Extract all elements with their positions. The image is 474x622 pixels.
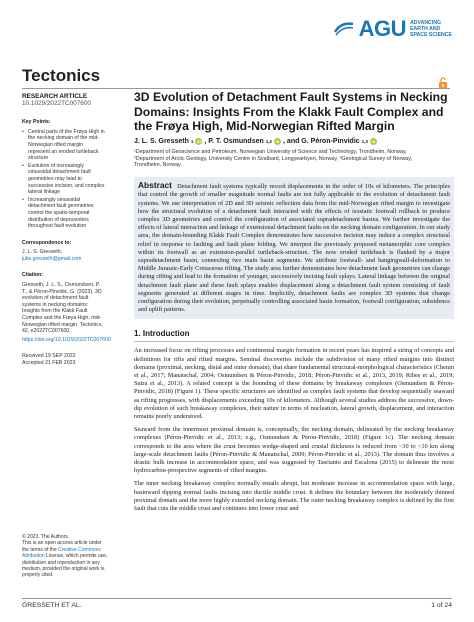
section-divider	[134, 341, 454, 342]
section-heading-introduction: 1. Introduction	[134, 329, 190, 339]
article-type: RESEARCH ARTICLE	[22, 93, 88, 100]
affiliation-line: ¹Department of Geoscience and Petroleum, Norwegian University of Science and Technology, Trondheim, Norway,	[134, 148, 407, 155]
abstract-box	[134, 177, 454, 319]
agu-logo	[333, 16, 452, 42]
header-divider	[22, 88, 450, 89]
author-list	[134, 138, 454, 145]
correspondence-email-link[interactable]: julie.gresseth@gmail.com	[22, 255, 82, 262]
author-affiliation-sup: 1,2	[265, 138, 273, 144]
page-number: 1 of 24	[431, 602, 452, 609]
agu-tagline-line: ADVANCING	[410, 20, 442, 26]
footer-divider	[22, 598, 452, 599]
article-main	[134, 90, 454, 513]
article-doi[interactable]: 10.1029/2022TC007600	[22, 99, 91, 107]
key-point: • Increasingly sinusoidal detachment fault geometries control the spatio-temporal distribution of depocenters throughout fault evolution	[22, 197, 106, 230]
citation-text: Gresseth, J. L. S., Osmundsen, P. T., & Péron-Pinvidic, G. (2023). 3D evolution of detachment fault systems in necking domains: Insights from the Klakk Fault Complex and the Frøya High, mid-Norwegian rifted margin. Tectonics, 42, e2022TC007600.	[22, 282, 103, 335]
key-points-heading: Key Points:	[22, 119, 51, 126]
affiliation-line: Trondheim, Norway	[134, 162, 181, 169]
body-paragraph: An increased focus on rifting processes and continental margin formation in recent years has inspired a string of concepts and definitions for rifts and rifted margins. Seminal discoveries include the subdivision of many rifted margins into distinct domains (proximal, necking, distal and outer domain), that share fundamental structural-morphological characteristics (Chenin et al., 2017; Manatschal, 2004; Osmundsen & Péron-Pinvidic, 2018; Péron-Pinvidic et al., 2013, 2019; Ribes et al., 2019; Sutra et al., 2013). A related concept is the bounding of these domains by breakaway complexes (Osmundsen & Péron-Pinvidic, 2018) (Figure 1). These specific structures are identified as complex fault systems that develop sequentially seaward as rifting progresses, with displacements exceeding 10s of kilometers. Although several studies address the successive, down-dip evolution of such breakaway complexes, their nature in terms of nucleation, lateral growth, displacement, and interaction remains poorly understood.	[134, 347, 454, 421]
agu-globe-icon	[333, 20, 355, 38]
agu-tagline-line: SPACE SCIENCE	[410, 32, 452, 38]
article-title: 3D Evolution of Detachment Fault Systems in Necking Domains: Insights From the Klakk Fault Complex and the Frøya High, Mid-Norwegian Rifted Margin	[134, 90, 448, 134]
key-point: • Evolution of increasingly sinusoidal detachment fault geometries may lead to successive incision, and complex lateral linkage	[22, 163, 106, 196]
agu-tagline-line: EARTH AND	[410, 26, 441, 32]
license-link[interactable]: Creative Commons Attribution	[22, 546, 101, 560]
article-sidebar	[22, 93, 111, 367]
copyright-text: License, which permits use, distribution and reproduction in any medium, provided the original work is properly cited.	[22, 553, 108, 579]
journal-name: Tectonics	[22, 66, 101, 85]
accepted-date: Accepted 21 FEB 2023	[22, 360, 76, 366]
author-affiliation-sup: 1,3	[361, 138, 368, 144]
author-affiliation-sup: 1	[190, 138, 194, 144]
key-points-list	[22, 129, 106, 230]
abstract-heading: Abstract	[138, 180, 172, 191]
affiliation-line: ²Department of Arctic Geology, University Centre in Svalbard, Longyearbyen, Norway, ³Geological Survey of Norway,	[134, 155, 413, 162]
correspondence-name: J. L. S. Gresseth,	[22, 249, 63, 256]
orcid-icon[interactable]: iD	[371, 138, 376, 144]
abstract-text: Detachment fault systems typically record displacements in the order of 10s of kilometers. The principles that control the growth of smaller magnitude normal faults are not fully applicable to the evolution of detachment fault systems. We use interpretation of 2D and 3D seismic reflection data from the mid-Norwegian rifted margin to investigate how the structural evolution of a detachment fault interacted with the effects of isostatic footwall rollback to produce complex 3D geometries and control the configuration of associated supradetachment basins. We further investigate the effects of lateral interaction and linkage of extensional detachment faults on the necking domain configuration. In our study area, the domain-bounding Klakk Fault Complex demonstrates how successive incision may induce a complex structural relief in response to faulting and fault plane folding. We interpret the previously proposed metamorphic core complex within its footwall as an extension-parallel turtleback-structure. The now eroded turtleback is flanked by a major supradetachment basin, connecting two main basin segments. We attribute footwall- and hangingwall-deformation to Middle Jurassic-Early Cretaceous rifting. The study area further demonstrates how detachment fault geometries can change during rifting and lead to the formation of younger, successively incising fault splays. Lateral linkage between the original detachment fault plane and these fault splays enables displacement along a detachment fault system consisting of fault segments generated at different stages in time. Implicitly, detachment faults are complex 3D systems that change configuration during their evolution, perpetually controlling associated basin formation, footwall configuration, subsidence and uplift patterns.	[138, 183, 450, 314]
affiliations	[134, 149, 454, 169]
copyright-text: This is an open access article under the terms of the	[22, 540, 102, 553]
agu-tagline	[410, 20, 452, 38]
key-point: • Central parts of the Frøya High in the necking domain of the mid-Norwegian rifted margin represent an eroded turtleback structure	[22, 129, 106, 162]
orcid-icon[interactable]: iD	[196, 138, 201, 144]
author-name[interactable]: , and G. Péron-Pinvidic	[283, 137, 360, 145]
citation-heading: Citation:	[22, 272, 44, 279]
correspondence-heading: Correspondence to:	[22, 239, 72, 246]
copyright-notice	[22, 534, 108, 579]
copyright-line: © 2023. The Authors.	[22, 534, 70, 540]
author-name[interactable]: J. L. S. Gresseth	[134, 137, 189, 145]
orcid-icon[interactable]: iD	[275, 138, 280, 144]
received-date: Received 19 SEP 2022	[22, 353, 76, 360]
body-paragraph: Seaward from the innermost proximal domain is, conceptually, the necking domain, delineated by the necking breakaway complexes (Péron-Pinvidic et al., 2013; e.g., Osmundsen & Péron-Pinvidic, 2018) (Figure 1c). The necking domain corresponds to the area where the crust becomes wedge-shaped and crustal thickness is reduced from ~30 to <10 km along large-scale detachment faults (Péron-Pinvidic & Manatschal, 2009; Péron-Pinvidic et al., 2013). The domain thus involves a drastic bulk increase in accommodation space, and was suggested by Tasrianto and Escalona (2015) to delineate the most hydrocarbon-prospective segments of rifted margins.	[134, 426, 454, 475]
citation-doi-link[interactable]: https://doi.org/10.1029/2022TC007600	[22, 336, 111, 343]
footer-running-head: GRESSETH ET AL.	[22, 602, 82, 609]
body-paragraph: The inner necking breakaway complex normally entails abrupt, but moderate increase in accommodation space with large, basinward dipping normal faults incising into ductile middle crust. It defines the boundary between the moderately thinned proximal domain and the more highly extended necking domain. The outer necking breakaway complex is defined by the first fault that cuts the middle crust and continues into lower crust and	[134, 480, 454, 513]
agu-brand-text: AGU	[358, 16, 406, 41]
author-name[interactable]: , P. T. Osmundsen	[204, 137, 264, 145]
